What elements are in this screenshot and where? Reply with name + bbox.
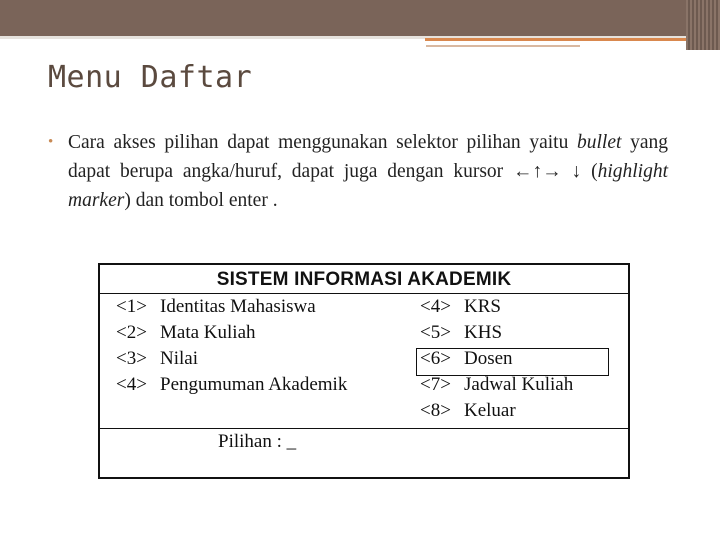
bullet-icon: • (48, 134, 54, 150)
menu-item-label: Identitas Mahasiswa (160, 296, 316, 317)
bullet-paragraph (48, 128, 668, 215)
menu-item-number: <4> (420, 296, 451, 317)
menu-item-label: Pengumuman Akademik (160, 374, 348, 395)
menu-item-number: <1> (116, 296, 147, 317)
menu-item-number: <7> (420, 374, 451, 395)
menu-item-label: KHS (464, 322, 503, 343)
title-bar-band (0, 0, 720, 36)
menu-item[interactable] (116, 374, 347, 396)
slide-title: Menu Daftar (48, 60, 253, 95)
menu-item-selected[interactable] (420, 348, 513, 370)
menu-item[interactable] (116, 348, 198, 370)
bullet-text-part: ) dan tombol enter . (124, 190, 278, 211)
menu-item-number: <6> (420, 348, 451, 369)
menu-item[interactable] (420, 400, 516, 422)
menu-item[interactable] (420, 322, 502, 344)
menu-item-number: <5> (420, 322, 451, 343)
menu-screenshot (98, 263, 630, 479)
menu-item[interactable] (116, 322, 256, 344)
bullet-text (68, 128, 668, 215)
accent-line-secondary (426, 45, 580, 47)
menu-item-label: Nilai (160, 348, 198, 369)
menu-item-number: <3> (116, 348, 147, 369)
menu-item-label: Jadwal Kuliah (464, 374, 574, 395)
menu-item-label: KRS (464, 296, 501, 317)
menu-item-label: Dosen (464, 348, 513, 369)
menu-item[interactable] (116, 296, 316, 318)
bullet-text-italic: bullet (577, 132, 622, 153)
menu-item-label: Keluar (464, 400, 516, 421)
menu-items (100, 294, 628, 429)
menu-item-label: Mata Kuliah (160, 322, 256, 343)
menu-header: SISTEM INFORMASI AKADEMIK (100, 265, 628, 294)
menu-item-number: <4> (116, 374, 147, 395)
bullet-text-italic: highlight marker (68, 161, 668, 211)
menu-item-number: <8> (420, 400, 451, 421)
selection-prompt[interactable]: Pilihan : _ (218, 431, 297, 452)
menu-item[interactable] (420, 296, 501, 318)
bullet-text-part: yang dapat berupa angka/huruf, dapat juga dengan kursor ←↑→ ↓ ( (68, 132, 668, 182)
menu-item[interactable] (420, 374, 573, 396)
decorative-texture (686, 0, 720, 50)
menu-item-number: <2> (116, 322, 147, 343)
accent-line (425, 38, 720, 41)
bullet-text-part: Cara akses pilihan dapat menggunakan selektor pilihan yaitu (68, 132, 577, 153)
